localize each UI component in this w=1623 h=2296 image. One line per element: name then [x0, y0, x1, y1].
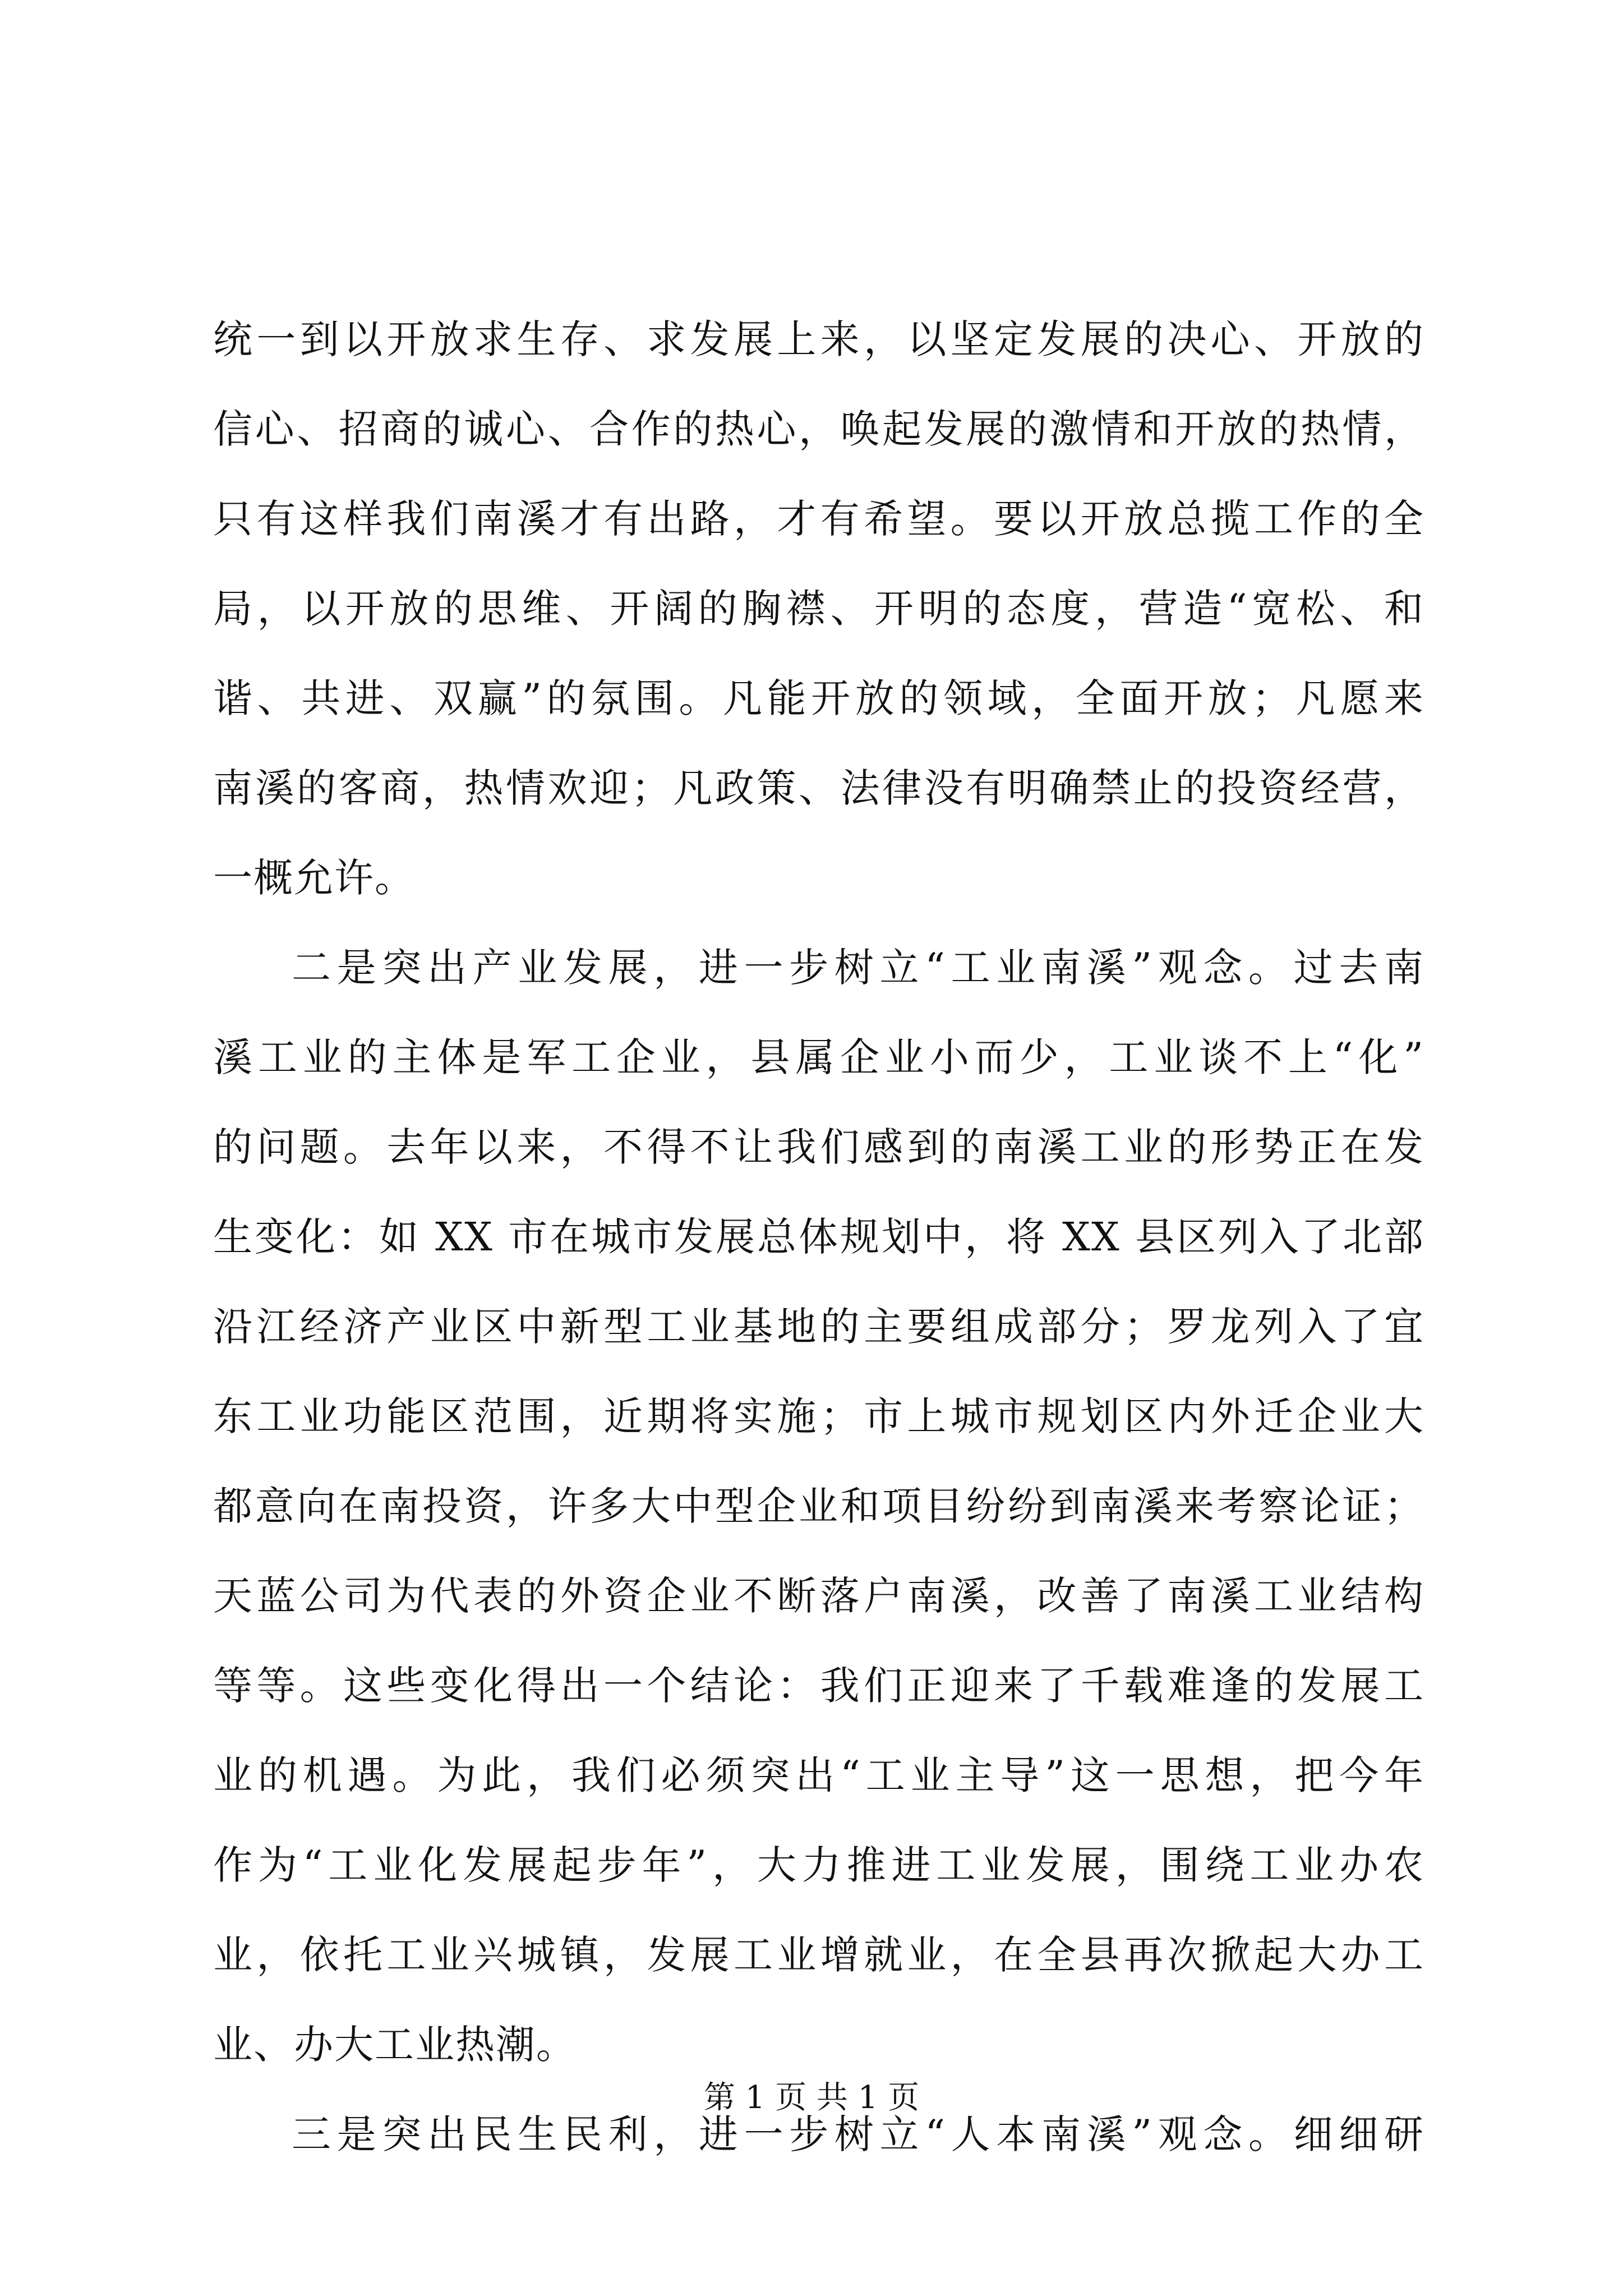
text-line: 作为“工业化发展起步年”，大力推进工业发展，围绕工业办农: [213, 1842, 1424, 1888]
text-line: 业，依托工业兴城镇，发展工业增就业，在全县再次掀起大办工: [213, 1932, 1424, 1978]
text-line: 业的机遇。为此，我们必须突出“工业主导”这一思想，把今年: [213, 1752, 1424, 1798]
text-line: 局，以开放的思维、开阔的胸襟、开明的态度，营造“宽松、和: [213, 586, 1424, 632]
text-line: 只有这样我们南溪才有出路，才有希望。要以开放总揽工作的全: [213, 496, 1424, 542]
text-line: 都意向在南投资，许多大中型企业和项目纷纷到南溪来考察论证；: [213, 1483, 1424, 1529]
text-line: 信心、招商的诚心、合作的热心，唤起发展的激情和开放的热情，: [213, 406, 1424, 452]
text-line: 东工业功能区范围，近期将实施；市上城市规划区内外迁企业大: [213, 1393, 1424, 1439]
text-line-paragraph-start: 三是突出民生民利，进一步树立“人本南溪”观念。细细研: [292, 2111, 1424, 2157]
text-line: 生变化：如 XX 市在城市发展总体规划中，将 XX 县区列入了北部: [213, 1214, 1424, 1260]
text-line-paragraph-start: 二是突出产业发展，进一步树立“工业南溪”观念。过去南: [292, 945, 1424, 991]
text-line-paragraph-end: 业、办大工业热潮。: [213, 2022, 577, 2068]
text-line: 溪工业的主体是军工企业，县属企业小而少，工业谈不上“化”: [213, 1034, 1424, 1080]
text-line: 的问题。去年以来，不得不让我们感到的南溪工业的形势正在发: [213, 1124, 1424, 1170]
page-number-footer: 第 1 页 共 1 页: [703, 2079, 920, 2116]
text-line: 等等。这些变化得出一个结论：我们正迎来了千载难逢的发展工: [213, 1663, 1424, 1709]
text-line: 统一到以开放求生存、求发展上来，以坚定发展的决心、开放的: [213, 316, 1424, 362]
body-text: [213, 295, 1424, 2179]
text-line: 沿江经济产业区中新型工业基地的主要组成部分；罗龙列入了宜: [213, 1304, 1424, 1350]
text-line: 谐、共进、双赢”的氛围。凡能开放的领域，全面开放；凡愿来: [213, 675, 1424, 721]
text-line-paragraph-end: 一概允许。: [213, 855, 415, 901]
text-line: 天蓝公司为代表的外资企业不断落户南溪，改善了南溪工业结构: [213, 1573, 1424, 1619]
text-line: 南溪的客商，热情欢迎；凡政策、法律没有明确禁止的投资经营，: [213, 765, 1424, 811]
